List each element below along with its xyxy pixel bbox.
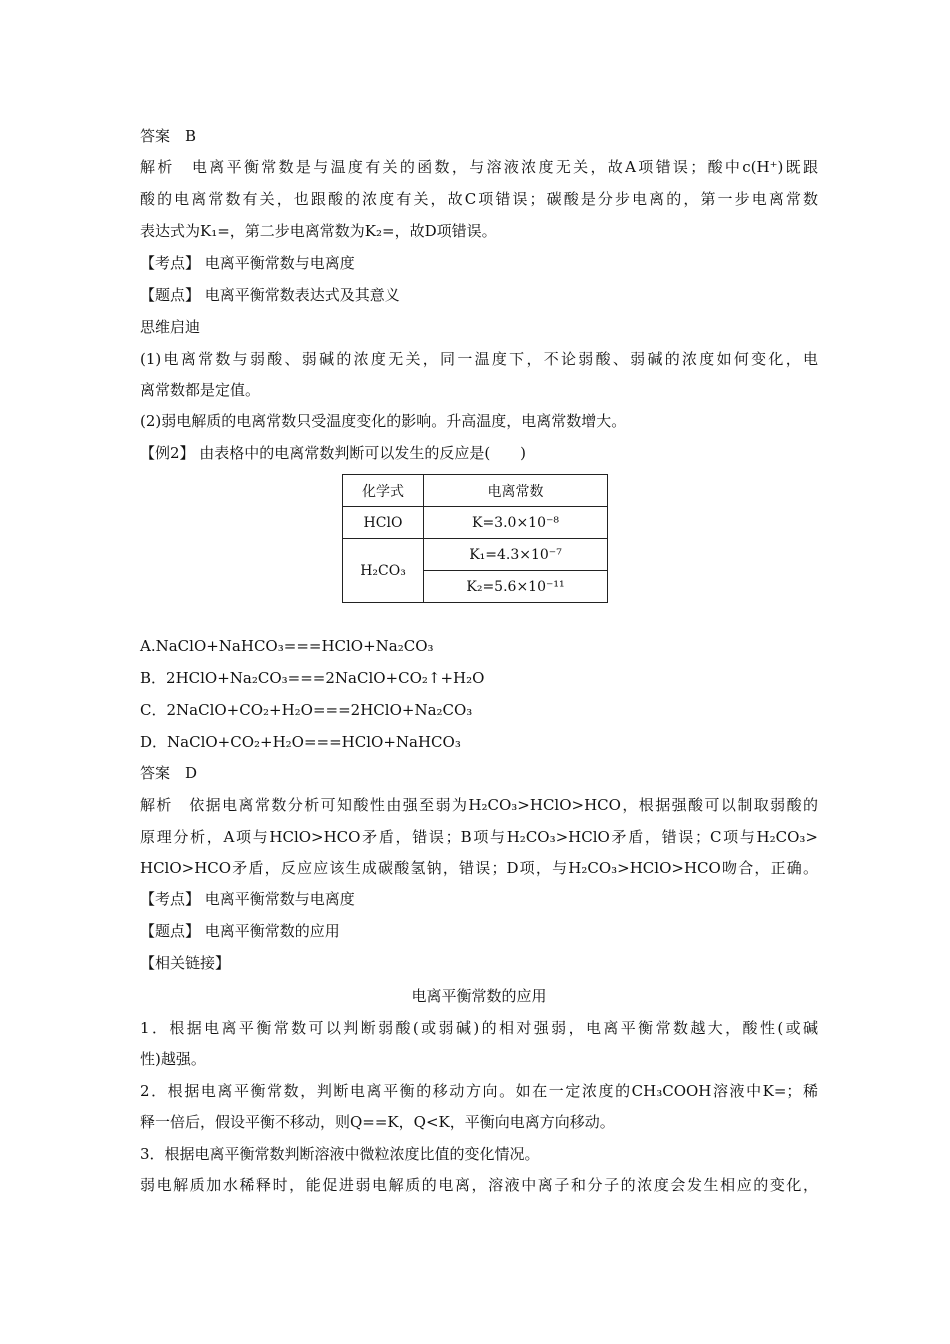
analysis-2-line-2: 原理分析，A项与HClO>HCO矛盾，错误；B项与H₂CO₃>HClO矛盾，错误；C项与H₂CO₃> [140,828,818,846]
answer-1: 答案 B [140,127,197,145]
point-line-2: 性)越强。 [140,1050,206,1068]
point-line-4: 释一倍后，假设平衡不移动，则Q==K，Q<K，平衡向电离方向移动。 [140,1113,615,1131]
table-header-row [343,475,608,507]
related-link: 【相关链接】 [140,954,231,972]
example-2-question: 【例2】 由表格中的电离常数判断可以发生的反应是( ) [140,444,527,462]
point-line-3: 2．根据电离平衡常数，判断电离平衡的移动方向。如在一定浓度的CH₃COOH溶液中K=；稀 [140,1082,818,1100]
ionization-constant-table [342,474,608,603]
header-constant: 电离常数 [424,475,608,507]
point-line-5: 3．根据电离平衡常数判断溶液中微粒浓度比值的变化情况。 [140,1145,540,1163]
point-line-1: 1．根据电离平衡常数可以判断弱酸(或弱碱)的相对强弱，电离平衡常数越大，酸性(或碱 [140,1019,818,1037]
section-title: 电离平衡常数的应用 [411,987,547,1005]
thinking-title: 思维启迪 [140,318,201,336]
analysis-1-line-2: 酸的电离常数有关，也跟酸的浓度有关，故C项错误；碳酸是分步电离的，第一步电离常数 [140,190,818,208]
kaodian-2: 【考点】 电离平衡常数与电离度 [140,890,355,908]
point-line-6: 弱电解质加水稀释时，能促进弱电解质的电离，溶液中离子和分子的浓度会发生相应的变化， [140,1176,818,1194]
constant-cell: K₂=5.6×10⁻¹¹ [424,571,608,603]
analysis-2-line-1: 解析 依据电离常数分析可知酸性由强至弱为H₂CO₃>HClO>HCO，根据强酸可以制取弱酸的 [140,796,818,814]
constant-cell: K=3.0×10⁻⁸ [424,507,608,539]
analysis-1-line-3: 表达式为K₁=，第二步电离常数为K₂=，故D项错误。 [140,222,497,240]
answer-2: 答案 D [140,764,198,782]
analysis-2-line-3: HClO>HCO矛盾，反应应该生成碳酸氢钠，错误；D项，与H₂CO₃>HClO>HCO吻合，正确。 [140,859,818,877]
kaodian-1: 【考点】 电离平衡常数与电离度 [140,254,355,272]
tidian-2: 【题点】 电离平衡常数的应用 [140,922,340,940]
header-formula: 化学式 [343,475,424,507]
thinking-line-1: (1)电离常数与弱酸、弱碱的浓度无关，同一温度下，不论弱酸、弱碱的浓度如何变化，电 [140,350,818,368]
tidian-1: 【题点】 电离平衡常数表达式及其意义 [140,286,400,304]
option-c: C．2NaClO+CO₂+H₂O===2HClO+Na₂CO₃ [140,701,473,719]
option-a: A.NaClO+NaHCO₃===HClO+Na₂CO₃ [140,637,434,655]
option-b: B．2HClO+Na₂CO₃===2NaClO+CO₂↑+H₂O [140,669,485,687]
analysis-1-line-1: 解析 电离平衡常数是与温度有关的函数，与溶液浓度无关，故A项错误；酸中c(H⁺)既跟 [140,158,818,176]
thinking-line-3: (2)弱电解质的电离常数只受温度变化的影响。升高温度，电离常数增大。 [140,412,627,430]
formula-cell: HClO [343,507,424,539]
formula-cell: H₂CO₃ [343,539,424,603]
table-row [343,507,608,539]
table-row [343,539,608,571]
option-d: D．NaClO+CO₂+H₂O===HClO+NaHCO₃ [140,733,461,751]
constant-cell: K₁=4.3×10⁻⁷ [424,539,608,571]
thinking-line-2: 离常数都是定值。 [140,381,261,399]
